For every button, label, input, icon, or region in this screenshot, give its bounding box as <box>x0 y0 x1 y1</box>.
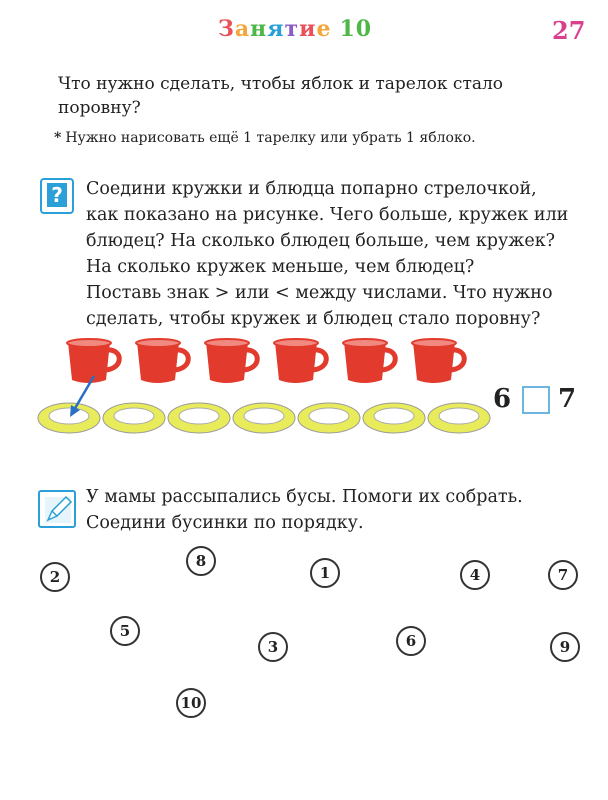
question-mark: ? <box>47 183 67 207</box>
task1-line: блюдец? На сколько блюдец больше, чем кружек? <box>86 231 556 251</box>
page-number: 27 <box>552 16 586 45</box>
compare-left-number: 6 <box>493 384 512 414</box>
saucer-icon <box>426 400 492 436</box>
saucer-icon <box>101 400 167 436</box>
title-char: а <box>234 16 251 42</box>
title-char: н <box>250 16 268 42</box>
task1-line: На сколько кружек меньше, чем блюдец? <box>86 257 475 277</box>
title-char: я <box>267 16 285 42</box>
task2-line: У мамы рассыпались бусы. Помоги их собрать. <box>86 487 523 507</box>
saucer-icon <box>231 400 297 436</box>
task2-line: Соедини бусинки по порядку. <box>86 513 364 533</box>
lesson-number: 10 <box>339 16 373 42</box>
answer-marker: * <box>54 130 62 146</box>
task1-text <box>86 176 591 332</box>
task1-line: как показано на рисунке. Чего больше, кружек или <box>86 205 569 225</box>
cup-icon <box>133 336 195 388</box>
lesson-title <box>218 16 372 42</box>
arrow-example <box>60 372 100 422</box>
bead[interactable]: 6 <box>396 626 426 656</box>
cup-icon <box>271 336 333 388</box>
compare-right-number: 7 <box>558 384 577 414</box>
title-char: е <box>316 16 332 42</box>
cup-icon <box>409 336 471 388</box>
pencil-icon <box>38 490 76 528</box>
answer-text <box>54 130 476 146</box>
bead[interactable]: 7 <box>548 560 578 590</box>
cup-icon <box>340 336 402 388</box>
task1-line: Соедини кружки и блюдца попарно стрелочкой, <box>86 179 537 199</box>
title-char: З <box>218 16 235 42</box>
task1-line: Поставь знак > или < между числами. Что нужно <box>86 283 553 303</box>
saucer-icon <box>166 400 232 436</box>
bead[interactable]: 9 <box>550 632 580 662</box>
bead[interactable]: 10 <box>176 688 206 718</box>
bead[interactable]: 4 <box>460 560 490 590</box>
answer-body: Нужно нарисовать ещё 1 тарелку или убрать 1 яблоко. <box>65 130 476 146</box>
cup-icon <box>202 336 264 388</box>
bead[interactable]: 2 <box>40 562 70 592</box>
bead[interactable]: 8 <box>186 546 216 576</box>
title-char: т <box>284 16 300 42</box>
task1-line: сделать, чтобы кружек и блюдец стало поровну? <box>86 309 541 329</box>
compare-sign-box[interactable] <box>522 386 550 414</box>
bead[interactable]: 1 <box>310 558 340 588</box>
bead[interactable]: 5 <box>110 616 140 646</box>
title-char: и <box>299 16 317 42</box>
saucer-icon <box>361 400 427 436</box>
bead[interactable]: 3 <box>258 632 288 662</box>
task2-text <box>86 484 591 536</box>
question-icon <box>40 178 74 214</box>
saucer-icon <box>296 400 362 436</box>
question-text: Что нужно сделать, чтобы яблок и тарелок стало поровну? <box>58 74 504 118</box>
